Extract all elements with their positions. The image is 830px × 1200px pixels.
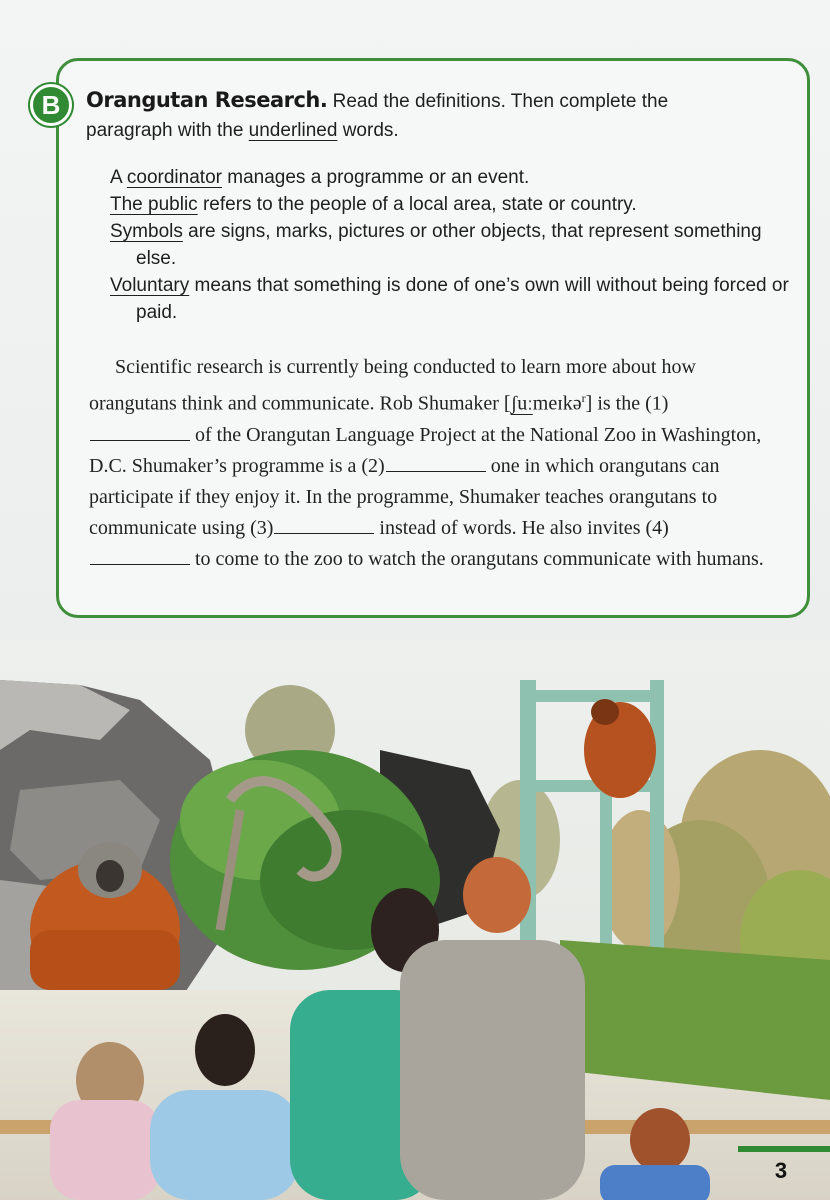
instruction-underlined-word: underlined — [248, 120, 338, 141]
definition-item — [110, 272, 790, 326]
blank-number-1: (1) — [645, 392, 669, 415]
definition-text: means that something is done of one’s own will without being forced or paid. — [136, 275, 789, 323]
definition-text: manages a programme or an event. — [221, 167, 530, 188]
definition-item — [110, 218, 790, 272]
answer-blank-4[interactable] — [90, 547, 190, 565]
answer-blank-2[interactable] — [386, 454, 486, 472]
pronunciation-superscript: r — [581, 391, 586, 405]
definition-term: The public — [110, 194, 198, 215]
pronunciation-text: meɪkə — [532, 392, 582, 415]
blank-number-2: (2) — [361, 454, 385, 477]
definition-item — [110, 191, 790, 218]
definition-prefix: A — [110, 167, 127, 188]
paragraph-text: Scientific research is currently being conducted to learn more about how orangutans think and communicate. Rob Shumaker [ — [89, 356, 696, 415]
footer-accent-bar — [738, 1146, 830, 1152]
instruction-text-1: Read the definitions. Then complete the — [327, 91, 669, 112]
definition-item — [110, 164, 790, 191]
instruction-text-2b: words. — [337, 120, 399, 141]
exercise-title: Orangutan Research. — [86, 88, 328, 112]
zoo-scene-drawing — [0, 640, 830, 1200]
section-badge: B — [30, 84, 72, 126]
definition-text: refers to the people of a local area, state or country. — [197, 194, 637, 215]
paragraph-text: of the Orangutan Language Project at the National Zoo in Washington, D.C. Shumaker’s programme is a — [89, 423, 762, 477]
answer-blank-1[interactable] — [90, 423, 190, 441]
paragraph-text: to come to the zoo to watch the orangutans communicate with humans. — [190, 547, 764, 570]
instruction-text-2a: paragraph with the — [86, 120, 249, 141]
definitions-list — [110, 164, 790, 326]
blank-number-4: (4) — [645, 516, 669, 539]
paragraph-text: one in which orangutans can participate if they enjoy it. In the programme, Shumaker teaches orangutans to communicate using — [89, 454, 720, 539]
paragraph-text: instead of words. He also invites — [374, 516, 646, 539]
definition-term: Symbols — [110, 221, 183, 242]
definition-text: are signs, marks, pictures or other objects, that represent something else. — [136, 221, 762, 269]
pronunciation-stressed: ʃuː — [510, 392, 533, 415]
definition-term: coordinator — [126, 167, 222, 188]
paragraph-text: ] is the — [585, 392, 646, 415]
definition-term: Voluntary — [110, 275, 190, 296]
cloze-paragraph — [89, 352, 769, 575]
zoo-illustration — [0, 640, 830, 1200]
page-number: 3 — [774, 1158, 788, 1183]
answer-blank-3[interactable] — [274, 516, 374, 534]
exercise-instructions — [86, 86, 786, 145]
blank-number-3: (3) — [250, 516, 274, 539]
